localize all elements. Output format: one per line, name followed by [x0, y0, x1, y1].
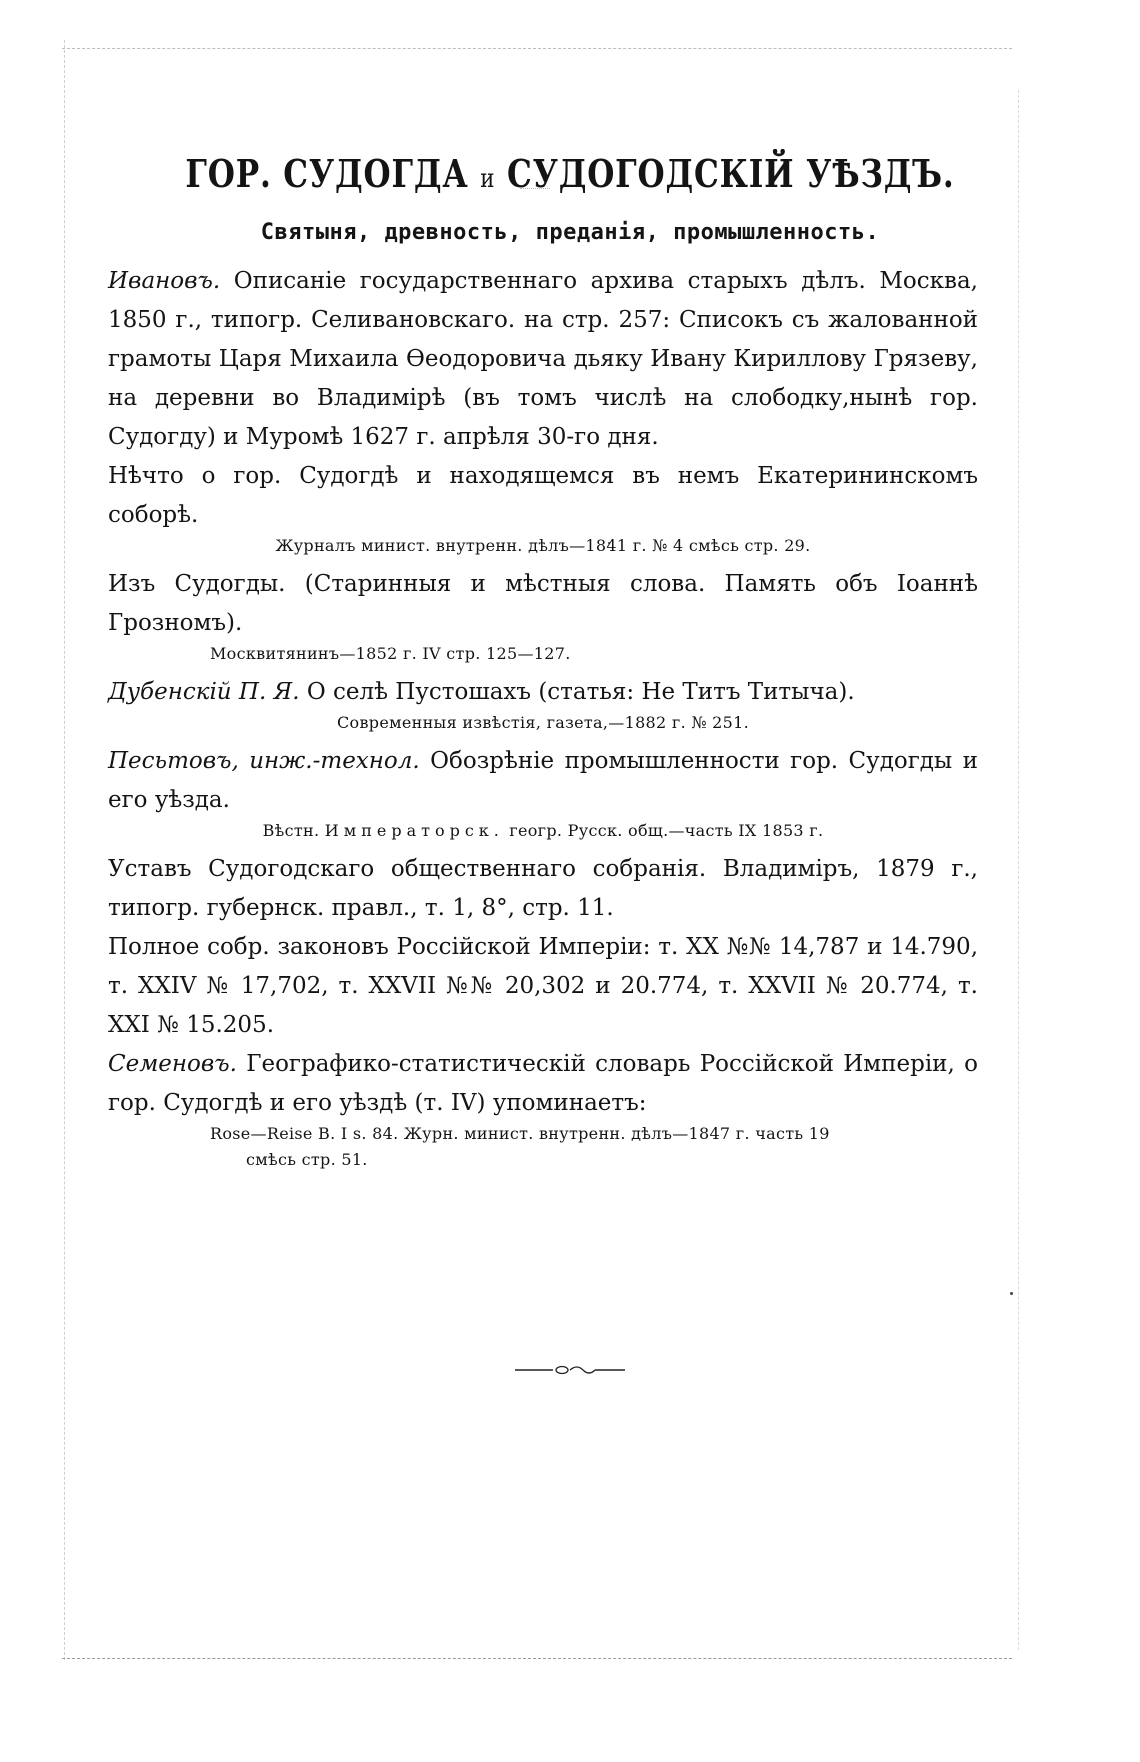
source-line-2: смѣсь стр. 51.	[246, 1150, 368, 1169]
entry-text: Описаніе государственнаго архива старыхъ дѣлъ. Москва, 1850 г., типогр. Селивановскаго. на стр. 257: Списокъ съ жалованной грамоты Царя Михаила Ѳеодоровича дьяку Ивану Кириллову Грязеву, на деревни во Владимірѣ (въ томъ числѣ на слободку,нынѣ гор. Судогду) и Муромѣ 1627 г. апрѣля 30-го дня.	[108, 268, 978, 450]
entry-text: Уставъ Судогодскаго общественнаго собранія. Владиміръ, 1879 г., типогр. губернск. правл., т. 1, 8°, стр. 11.	[108, 856, 978, 921]
scan-border-bottom	[62, 1658, 1012, 1659]
entry-text: Обозрѣніе промышленности гор. Судогды и его уѣзда.	[108, 748, 978, 813]
entry-text: О селѣ Пустошахъ (статья: Не Титъ Титыча).	[299, 679, 855, 705]
bibliography-list	[108, 262, 978, 1179]
title-underline	[520, 188, 550, 189]
page-title	[103, 151, 1038, 196]
bibliography-entry	[108, 262, 978, 457]
entry-source: Современныя извѣстія, газета,—1882 г. № 251.	[337, 713, 749, 732]
title-part-2: СУДОГОДСКІЙ УѢЗДЪ.	[506, 151, 955, 197]
bibliography-entry	[108, 457, 978, 535]
entry-author: Ивановъ.	[108, 268, 221, 294]
bibliography-entry	[108, 928, 978, 1045]
source-part-spaced: Императорск.	[324, 821, 504, 840]
entry-text: Изъ Судогды. (Старинныя и мѣстныя слова. Память объ Іоаннѣ Грозномъ).	[108, 571, 978, 636]
scan-border-top	[62, 48, 1012, 49]
scan-border-right	[1018, 90, 1019, 1650]
entry-author: Семеновъ.	[108, 1051, 237, 1077]
scan-border-left	[64, 40, 65, 1660]
ornament-icon-svg	[515, 1362, 625, 1378]
ornament-icon	[0, 1362, 1140, 1382]
entry-source	[108, 1121, 978, 1173]
entry-text: Нѣчто о гор. Судогдѣ и находящемся въ немъ Екатерининскомъ соборѣ.	[108, 463, 978, 528]
entry-author: Дубенскій П. Я.	[108, 679, 300, 705]
page-subtitle: Святыня, древность, преданія, промышленность.	[260, 220, 880, 245]
entry-source	[108, 818, 978, 844]
entry-source: Журналъ минист. внутренн. дѣлъ—1841 г. № 4 смѣсь стр. 29.	[275, 536, 811, 555]
entry-text: Географико-статистическій словарь Россійской Имперіи, о гор. Судогдѣ и его уѣздѣ (т. IV) упоминаетъ:	[108, 1051, 978, 1116]
bibliography-entry	[108, 742, 978, 820]
bibliography-entry	[108, 673, 978, 712]
source-line-1: Rose—Reise B. I s. 84. Журн. минист. внутренн. дѣлъ—1847 г. часть 19	[210, 1124, 830, 1143]
scan-speck	[1010, 1292, 1013, 1295]
title-part-1: ГОР. СУДОГДА	[185, 151, 469, 197]
bibliography-entry	[108, 1045, 978, 1123]
entry-source: Москвитянинъ—1852 г. IV стр. 125—127.	[210, 644, 571, 663]
source-part: Вѣстн.	[262, 821, 320, 840]
source-part: геогр. Русск. общ.—часть IX 1853 г.	[509, 821, 824, 840]
bibliography-entry	[108, 850, 978, 928]
entry-author: Песьтовъ, инж.-технол.	[108, 748, 420, 774]
entry-text: Полное собр. законовъ Россійской Имперіи: т. XX №№ 14,787 и 14.790, т. XXIV № 17,702, т. XXVII №№ 20,302 и 20.774, т. XXVII № 20.774, т. XXI № 15.205.	[108, 934, 978, 1038]
bibliography-entry	[108, 565, 978, 643]
title-conjunction: и	[480, 164, 496, 195]
